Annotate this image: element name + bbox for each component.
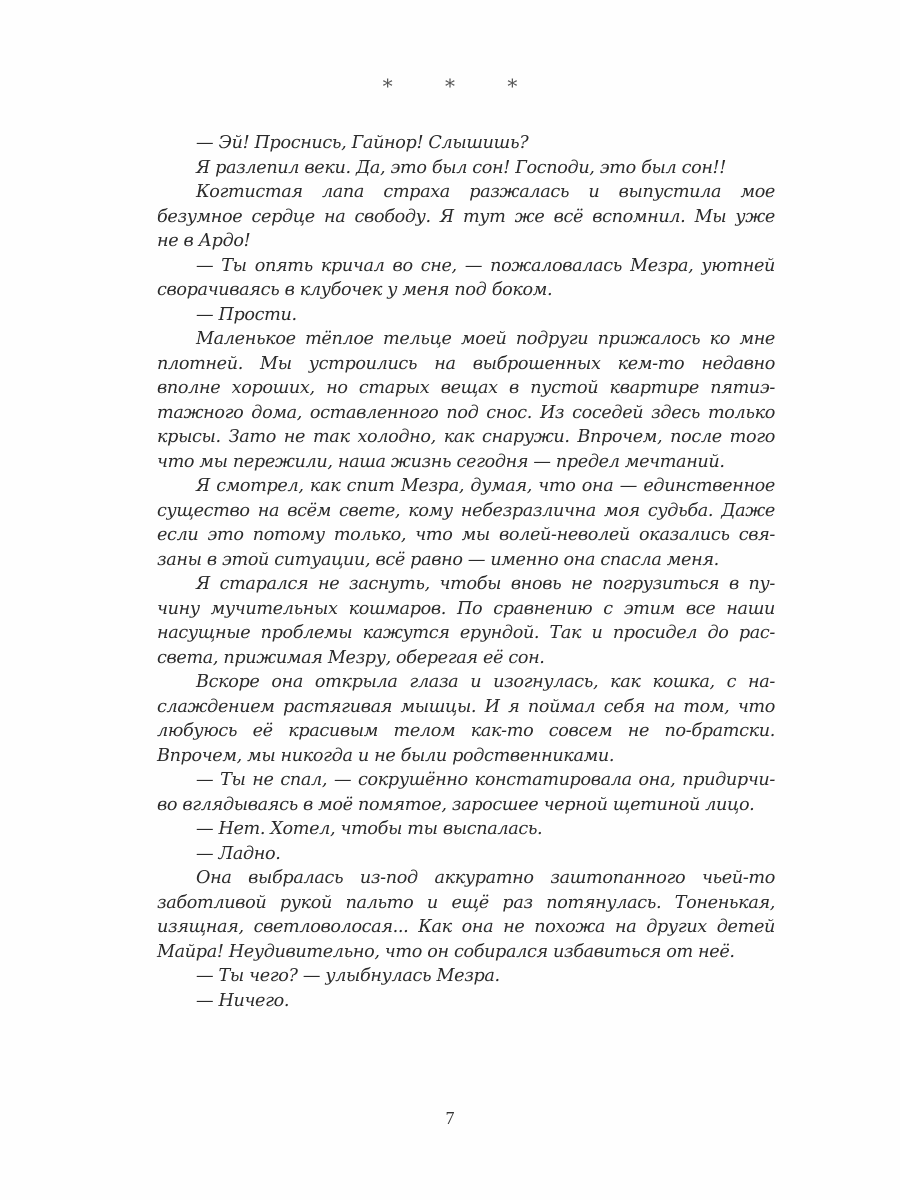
- text-line: любуюсь её красивым телом как-то совсем не по-братски.: [157, 721, 775, 741]
- text-line: — Ничего.: [196, 990, 290, 1011]
- text-line: Когтистая лапа страха разжалась и выпустила мое: [196, 182, 775, 202]
- text-line: чину мучительных кошмаров. По сравнению с этим все наши: [157, 598, 775, 619]
- text-line: — Нет. Хотел, чтобы ты выспалась.: [196, 819, 543, 839]
- text-line: Маленькое тёплое тельце моей подруги прижалось ко мне: [196, 329, 775, 349]
- text-line: что мы пережили, наша жизнь сегодня — предел мечтаний.: [157, 451, 725, 472]
- text-line: Она выбралась из-под аккуратно заштопанного чьей-то: [196, 868, 775, 888]
- page-number: 7: [445, 1108, 455, 1128]
- text-line: заботливой рукой пальто и ещё раз потянулась. Тоненькая,: [157, 892, 775, 913]
- asterisk: *: [445, 74, 455, 98]
- text-line: заны в этой ситуации, всё равно — именно она спасла меня.: [157, 549, 719, 570]
- text-line: не в Ардо!: [157, 231, 251, 251]
- text-line: Я смотрел, как спит Мезра, думая, что она — единственное: [196, 476, 775, 496]
- text-line: Вскоре она открыла глаза и изогнулась, как кошка, с на-: [196, 672, 775, 692]
- text-line: плотней. Мы устроились на выброшенных кем-то недавно: [157, 353, 775, 374]
- text-line: — Ты опять кричал во сне, — пожаловалась Мезра, уютней: [196, 255, 775, 276]
- body-text: [157, 131, 775, 1013]
- text-line: — Ты чего? — улыбнулась Мезра.: [196, 966, 500, 986]
- text-line: во вглядываясь в моё помятое, заросшее черной щетиной лицо.: [157, 794, 755, 815]
- section-separator: [0, 74, 900, 98]
- text-line: сворачиваясь в клубочек у меня под боком.: [157, 280, 553, 300]
- text-line: насущные проблемы кажутся ерундой. Так и просидел до рас-: [157, 623, 775, 643]
- text-line: безумное сердце на свободу. Я тут же всё вспомнил. Мы уже: [157, 206, 775, 227]
- text-line: тажного дома, оставленного под снос. Из соседей здесь только: [157, 402, 775, 423]
- asterisk: *: [507, 74, 518, 98]
- text-line: Впрочем, мы никогда и не были родственниками.: [157, 745, 615, 766]
- text-line: — Ладно.: [196, 843, 281, 864]
- text-line: вполне хороших, но старых вещах в пустой квартире пятиэ-: [157, 378, 775, 398]
- text-line: Я разлепил веки. Да, это был сон! Господи, это был сон!!: [196, 157, 726, 178]
- text-line: — Эй! Проснись, Гайнор! Слышишь?: [196, 133, 529, 153]
- text-line: если это потому только, что мы волей-неволей оказались свя-: [157, 525, 775, 545]
- asterisk: *: [382, 74, 393, 98]
- text-line: существо на всём свете, кому небезразлична моя судьба. Даже: [157, 500, 775, 521]
- text-line: слаждением растягивая мышцы. И я поймал себя на том, что: [157, 696, 775, 717]
- text-line: света, прижимая Мезру, оберегая её сон.: [157, 647, 545, 668]
- text-line: — Прости.: [196, 304, 297, 325]
- text-line: — Ты не спал, — сокрушённо констатировала она, придирчи-: [196, 770, 775, 790]
- text-line: изящная, светловолосая... Как она не похожа на других детей: [157, 917, 775, 937]
- text-line: крысы. Зато не так холодно, как снаружи. Впрочем, после того: [157, 427, 775, 447]
- text-line: Я старался не заснуть, чтобы вновь не погрузиться в пу-: [196, 574, 775, 594]
- text-line: Майра! Неудивительно, что он собирался избавиться от неё.: [157, 941, 735, 962]
